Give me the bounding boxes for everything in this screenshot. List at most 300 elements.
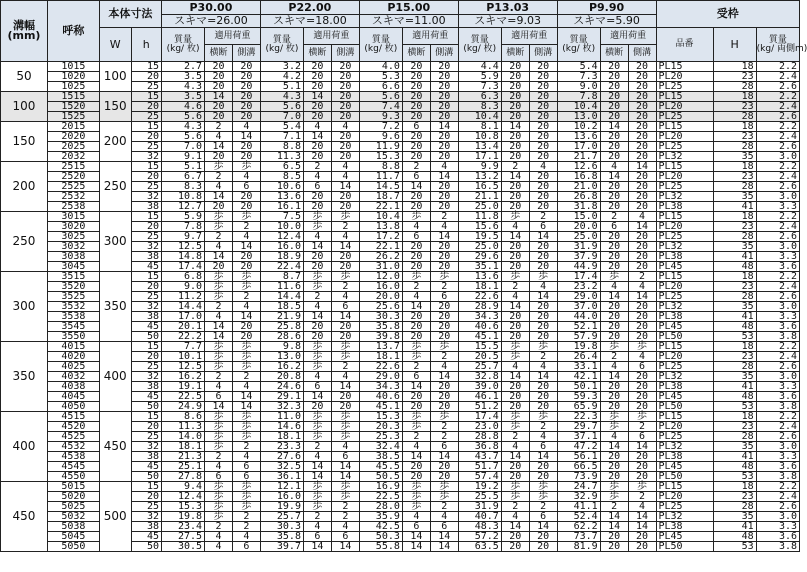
h-cell: 38 — [131, 522, 161, 532]
load-side-cell: 20 — [232, 102, 260, 112]
load-side-cell: 4 — [529, 362, 557, 372]
load-lateral-cell: 20 — [501, 92, 529, 102]
load-side-cell: 2 — [232, 372, 260, 382]
load-side-cell: 20 — [430, 322, 458, 332]
load-side-cell: 4 — [430, 162, 458, 172]
load-lateral-cell: 4 — [600, 162, 628, 172]
h-cell: 25 — [131, 502, 161, 512]
mass-cell: 13.4 — [458, 142, 501, 152]
load-side-cell: 20 — [430, 102, 458, 112]
mass-cell: 5.4 — [260, 122, 303, 132]
load-side-cell: 14 — [628, 512, 656, 522]
load-side-cell: 2 — [331, 512, 359, 522]
load-side-cell: 20 — [232, 82, 260, 92]
mass-cell: 8.3 — [458, 102, 501, 112]
load-lateral-cell: 14 — [600, 512, 628, 522]
h-cell: 15 — [131, 162, 161, 172]
receiver-H-cell: 28 — [713, 232, 756, 242]
mass-cell: 57.2 — [458, 532, 501, 542]
load-side-cell: 20 — [430, 202, 458, 212]
load-side-cell: 歩 — [529, 342, 557, 352]
mass-cell: 50.1 — [557, 382, 600, 392]
load-side-cell: 20 — [529, 542, 557, 552]
load-lateral-cell: 4 — [303, 172, 331, 182]
load-lateral-cell: 14 — [303, 312, 331, 322]
name-code-cell: 5015 — [47, 482, 99, 492]
load-lateral-cell: 20 — [600, 392, 628, 402]
mass-cell: 35.9 — [359, 512, 402, 522]
header-gap-2: スキマ=18.00 — [260, 15, 359, 28]
mass-cell: 47.2 — [557, 442, 600, 452]
receiver-H-cell: 23 — [713, 352, 756, 362]
mass-cell: 28.8 — [458, 432, 501, 442]
part-number-cell: PL15 — [656, 212, 713, 222]
load-side-cell: 20 — [331, 332, 359, 342]
mass-cell: 21.9 — [260, 312, 303, 322]
load-lateral-cell: 20 — [205, 102, 233, 112]
load-lateral-cell: 歩 — [402, 352, 430, 362]
name-code-cell: 5050 — [47, 542, 99, 552]
load-lateral-cell: 歩 — [205, 422, 233, 432]
mass-cell: 25.0 — [458, 202, 501, 212]
load-lateral-cell: 14 — [303, 462, 331, 472]
name-code-cell: 4050 — [47, 402, 99, 412]
load-side-cell: 20 — [331, 152, 359, 162]
load-side-cell: 4 — [232, 382, 260, 392]
groove-width-cell: 150 — [1, 122, 48, 162]
groove-width-cell: 50 — [1, 62, 48, 92]
mass-cell: 10.1 — [161, 352, 204, 362]
load-lateral-cell: 2 — [205, 122, 233, 132]
load-lateral-cell: 20 — [501, 82, 529, 92]
mass-cell: 8.8 — [260, 142, 303, 152]
load-lateral-cell: 20 — [501, 382, 529, 392]
mass-cell: 38.5 — [359, 452, 402, 462]
header-lateral-3: 横断 — [402, 45, 430, 62]
load-side-cell: 20 — [430, 72, 458, 82]
mass-cell: 9.0 — [161, 282, 204, 292]
part-number-cell: PL38 — [656, 522, 713, 532]
load-side-cell: 20 — [628, 532, 656, 542]
load-lateral-cell: 2 — [303, 512, 331, 522]
load-side-cell: 14 — [331, 462, 359, 472]
receiver-mass-cell: 3.6 — [756, 462, 799, 472]
mass-cell: 7.8 — [557, 92, 600, 102]
load-side-cell: 歩 — [232, 212, 260, 222]
load-lateral-cell: 2 — [402, 362, 430, 372]
part-number-cell: PL32 — [656, 302, 713, 312]
mass-cell: 20.0 — [359, 292, 402, 302]
load-lateral-cell: 20 — [205, 112, 233, 122]
header-lateral-1: 横断 — [205, 45, 233, 62]
mass-cell: 2.7 — [161, 62, 204, 72]
name-code-cell: 1525 — [47, 112, 99, 122]
load-side-cell: 20 — [430, 92, 458, 102]
header-gap-4: スキマ=9.03 — [458, 15, 557, 28]
part-number-cell: PL25 — [656, 82, 713, 92]
load-lateral-cell: 20 — [402, 62, 430, 72]
load-lateral-cell: 14 — [501, 302, 529, 312]
mass-cell: 25.0 — [458, 242, 501, 252]
receiver-mass-cell: 2.4 — [756, 72, 799, 82]
load-side-cell: 2 — [529, 212, 557, 222]
load-lateral-cell: 歩 — [402, 502, 430, 512]
name-code-cell: 5025 — [47, 502, 99, 512]
load-lateral-cell: 20 — [600, 452, 628, 462]
load-side-cell: 20 — [529, 82, 557, 92]
mass-cell: 5.6 — [161, 132, 204, 142]
load-side-cell: 20 — [430, 312, 458, 322]
h-cell: 50 — [131, 332, 161, 342]
load-lateral-cell: 14 — [303, 392, 331, 402]
header-lateral-2: 横断 — [303, 45, 331, 62]
load-lateral-cell: 14 — [303, 542, 331, 552]
mass-cell: 57.4 — [458, 472, 501, 482]
table-row — [1, 482, 800, 492]
load-lateral-cell: 14 — [402, 542, 430, 552]
load-lateral-cell: 歩 — [501, 422, 529, 432]
name-code-cell: 3525 — [47, 292, 99, 302]
mass-cell: 13.0 — [260, 352, 303, 362]
part-number-cell: PL38 — [656, 452, 713, 462]
receiver-H-cell: 28 — [713, 362, 756, 372]
load-lateral-cell: 6 — [402, 172, 430, 182]
load-side-cell: 歩 — [232, 162, 260, 172]
mass-cell: 3.5 — [161, 92, 204, 102]
load-side-cell: 20 — [529, 132, 557, 142]
load-side-cell: 歩 — [529, 492, 557, 502]
name-code-cell: 4038 — [47, 382, 99, 392]
load-lateral-cell: 20 — [303, 202, 331, 212]
part-number-cell: PL20 — [656, 72, 713, 82]
mass-cell: 37.1 — [557, 432, 600, 442]
mass-cell: 11.9 — [359, 142, 402, 152]
load-side-cell: 14 — [529, 372, 557, 382]
load-side-cell: 歩 — [430, 482, 458, 492]
load-lateral-cell: 14 — [600, 522, 628, 532]
load-lateral-cell: 20 — [402, 132, 430, 142]
load-side-cell: 2 — [232, 522, 260, 532]
part-number-cell: PL50 — [656, 542, 713, 552]
load-side-cell: 20 — [331, 322, 359, 332]
mass-cell: 34.3 — [359, 382, 402, 392]
load-lateral-cell: 20 — [402, 312, 430, 322]
load-lateral-cell: 20 — [303, 102, 331, 112]
load-side-cell: 2 — [430, 432, 458, 442]
load-lateral-cell: 4 — [501, 222, 529, 232]
mass-cell: 9.3 — [359, 112, 402, 122]
load-side-cell: 20 — [529, 152, 557, 162]
load-side-cell: 歩 — [529, 412, 557, 422]
receiver-mass-cell: 2.6 — [756, 502, 799, 512]
receiver-H-cell: 23 — [713, 132, 756, 142]
load-side-cell: 20 — [628, 382, 656, 392]
mass-cell: 23.3 — [260, 442, 303, 452]
load-lateral-cell: 歩 — [303, 432, 331, 442]
header-pitch-2: P22.00 — [260, 1, 359, 15]
mass-cell: 21.7 — [557, 152, 600, 162]
part-number-cell: PL38 — [656, 312, 713, 322]
load-lateral-cell: 20 — [501, 142, 529, 152]
receiver-mass-cell: 3.6 — [756, 322, 799, 332]
h-cell: 38 — [131, 452, 161, 462]
mass-cell: 29.7 — [557, 422, 600, 432]
mass-cell: 13.6 — [458, 272, 501, 282]
load-lateral-cell: 4 — [303, 452, 331, 462]
load-lateral-cell: 歩 — [501, 342, 529, 352]
load-side-cell: 歩 — [232, 432, 260, 442]
name-code-cell: 1015 — [47, 62, 99, 72]
mass-cell: 29.0 — [359, 372, 402, 382]
h-cell: 38 — [131, 312, 161, 322]
mass-cell: 16.1 — [260, 202, 303, 212]
receiver-H-cell: 23 — [713, 282, 756, 292]
table-row — [1, 92, 800, 102]
load-side-cell: 歩 — [331, 482, 359, 492]
mass-cell: 16.2 — [161, 372, 204, 382]
table-row — [1, 212, 800, 222]
header-part: 品番 — [656, 28, 713, 62]
load-lateral-cell: 20 — [600, 402, 628, 412]
part-number-cell: PL15 — [656, 62, 713, 72]
load-side-cell: 2 — [430, 422, 458, 432]
part-number-cell: PL32 — [656, 372, 713, 382]
mass-cell: 8.6 — [161, 412, 204, 422]
load-lateral-cell: 2 — [501, 432, 529, 442]
mass-cell: 5.6 — [359, 92, 402, 102]
mass-cell: 13.6 — [557, 132, 600, 142]
load-side-cell: 20 — [628, 452, 656, 462]
header-groove-width: 溝幅 (mm) — [1, 1, 48, 62]
table-header — [1, 0, 807, 62]
h-cell: 25 — [131, 362, 161, 372]
mass-cell: 4.6 — [161, 102, 204, 112]
load-lateral-cell: 20 — [600, 152, 628, 162]
load-side-cell: 20 — [331, 192, 359, 202]
load-side-cell: 20 — [628, 242, 656, 252]
receiver-mass-cell: 2.4 — [756, 222, 799, 232]
receiver-mass-cell: 3.0 — [756, 242, 799, 252]
receiver-mass-cell: 2.2 — [756, 92, 799, 102]
load-side-cell: 20 — [628, 322, 656, 332]
load-side-cell: 歩 — [628, 482, 656, 492]
load-side-cell: 20 — [628, 192, 656, 202]
part-number-cell: PL25 — [656, 182, 713, 192]
load-side-cell: 2 — [232, 512, 260, 522]
load-lateral-cell: 20 — [600, 532, 628, 542]
h-cell: 20 — [131, 422, 161, 432]
load-lateral-cell: 6 — [303, 532, 331, 542]
mass-cell: 7.2 — [359, 122, 402, 132]
load-side-cell: 20 — [232, 202, 260, 212]
load-lateral-cell: 20 — [600, 142, 628, 152]
name-code-cell: 5045 — [47, 532, 99, 542]
mass-cell: 3.2 — [260, 62, 303, 72]
load-lateral-cell: 歩 — [402, 492, 430, 502]
mass-cell: 18.1 — [458, 282, 501, 292]
mass-cell: 73.7 — [557, 532, 600, 542]
load-lateral-cell: 2 — [303, 162, 331, 172]
name-code-cell: 4532 — [47, 442, 99, 452]
receiver-mass-cell: 2.6 — [756, 232, 799, 242]
h-cell: 25 — [131, 82, 161, 92]
load-side-cell: 14 — [430, 372, 458, 382]
load-lateral-cell: 20 — [402, 112, 430, 122]
load-lateral-cell: 20 — [303, 192, 331, 202]
load-lateral-cell: 歩 — [205, 412, 233, 422]
load-lateral-cell: 20 — [501, 472, 529, 482]
load-side-cell: 歩 — [331, 272, 359, 282]
load-side-cell: 20 — [628, 472, 656, 482]
mass-cell: 25.6 — [359, 302, 402, 312]
receiver-mass-cell: 2.2 — [756, 342, 799, 352]
mass-cell: 32.9 — [557, 492, 600, 502]
load-lateral-cell: 歩 — [303, 282, 331, 292]
mass-cell: 15.6 — [458, 222, 501, 232]
load-side-cell: 2 — [430, 282, 458, 292]
load-side-cell: 20 — [628, 152, 656, 162]
load-side-cell: 2 — [529, 502, 557, 512]
receiver-mass-cell: 3.3 — [756, 452, 799, 462]
mass-cell: 18.5 — [260, 302, 303, 312]
mass-cell: 16.5 — [458, 182, 501, 192]
mass-cell: 18.9 — [260, 252, 303, 262]
receiver-mass-cell: 2.4 — [756, 172, 799, 182]
mass-cell: 22.5 — [161, 392, 204, 402]
load-lateral-cell: 6 — [402, 232, 430, 242]
groove-width-cell: 350 — [1, 342, 48, 412]
load-lateral-cell: 歩 — [600, 492, 628, 502]
load-lateral-cell: 歩 — [303, 362, 331, 372]
mass-cell: 12.5 — [161, 242, 204, 252]
mass-cell: 62.2 — [557, 522, 600, 532]
load-lateral-cell: 2 — [600, 212, 628, 222]
part-number-cell: PL15 — [656, 122, 713, 132]
mass-cell: 30.3 — [260, 522, 303, 532]
receiver-H-cell: 48 — [713, 262, 756, 272]
load-side-cell: 20 — [628, 462, 656, 472]
load-side-cell: 20 — [430, 302, 458, 312]
receiver-mass-cell: 2.4 — [756, 282, 799, 292]
h-cell: 20 — [131, 132, 161, 142]
body-width-cell: 100 — [99, 62, 131, 92]
load-side-cell: 20 — [430, 332, 458, 342]
h-cell: 32 — [131, 372, 161, 382]
load-lateral-cell: 2 — [205, 172, 233, 182]
groove-width-cell: 300 — [1, 272, 48, 342]
name-code-cell: 1520 — [47, 102, 99, 112]
mass-cell: 4.3 — [161, 122, 204, 132]
load-lateral-cell: 20 — [600, 332, 628, 342]
load-side-cell: 6 — [529, 512, 557, 522]
receiver-H-cell: 28 — [713, 432, 756, 442]
load-lateral-cell: 20 — [303, 142, 331, 152]
mass-cell: 7.4 — [359, 102, 402, 112]
mass-cell: 14.8 — [161, 252, 204, 262]
receiver-mass-cell: 3.3 — [756, 522, 799, 532]
name-code-cell: 4515 — [47, 412, 99, 422]
load-lateral-cell: 14 — [600, 442, 628, 452]
mass-cell: 13.7 — [359, 342, 402, 352]
load-side-cell: 20 — [232, 92, 260, 102]
load-lateral-cell: 歩 — [303, 492, 331, 502]
mass-cell: 36.8 — [458, 442, 501, 452]
load-side-cell: 20 — [628, 202, 656, 212]
load-lateral-cell: 4 — [402, 222, 430, 232]
load-lateral-cell: 歩 — [600, 342, 628, 352]
header-pitch-4: P13.03 — [458, 1, 557, 15]
receiver-H-cell: 48 — [713, 462, 756, 472]
load-side-cell: 20 — [529, 62, 557, 72]
load-lateral-cell: 歩 — [205, 432, 233, 442]
mass-cell: 32.4 — [359, 442, 402, 452]
receiver-mass-cell: 2.6 — [756, 292, 799, 302]
name-code-cell: 2015 — [47, 122, 99, 132]
receiver-H-cell: 53 — [713, 402, 756, 412]
receiver-H-cell: 18 — [713, 162, 756, 172]
load-lateral-cell: 歩 — [205, 482, 233, 492]
mass-cell: 11.6 — [260, 282, 303, 292]
load-lateral-cell: 20 — [303, 62, 331, 72]
load-lateral-cell: 20 — [501, 62, 529, 72]
mass-cell: 23.4 — [161, 522, 204, 532]
load-side-cell: 14 — [529, 292, 557, 302]
receiver-H-cell: 18 — [713, 482, 756, 492]
load-lateral-cell: 14 — [205, 332, 233, 342]
load-lateral-cell: 20 — [303, 152, 331, 162]
load-lateral-cell: 20 — [600, 252, 628, 262]
h-cell: 32 — [131, 512, 161, 522]
load-lateral-cell: 14 — [501, 232, 529, 242]
mass-cell: 21.0 — [557, 182, 600, 192]
load-side-cell: 20 — [628, 312, 656, 322]
load-side-cell: 6 — [628, 432, 656, 442]
load-lateral-cell: 20 — [303, 262, 331, 272]
load-side-cell: 14 — [430, 542, 458, 552]
header-pitch-1: P30.00 — [161, 1, 260, 15]
mass-cell: 15.5 — [458, 342, 501, 352]
load-lateral-cell: 20 — [501, 542, 529, 552]
load-side-cell: 4 — [331, 292, 359, 302]
header-mass-4 — [458, 28, 501, 62]
table-row — [1, 122, 800, 132]
mass-cell: 42.1 — [557, 372, 600, 382]
load-side-cell: 20 — [628, 182, 656, 192]
mass-cell: 12.6 — [557, 162, 600, 172]
receiver-mass-cell: 3.0 — [756, 442, 799, 452]
name-code-cell: 3520 — [47, 282, 99, 292]
load-side-cell: 20 — [628, 172, 656, 182]
mass-cell: 10.4 — [359, 212, 402, 222]
load-lateral-cell: 歩 — [205, 282, 233, 292]
load-lateral-cell: 20 — [600, 112, 628, 122]
name-code-cell: 5038 — [47, 522, 99, 532]
load-side-cell: 20 — [529, 242, 557, 252]
load-side-cell: 2 — [331, 362, 359, 372]
load-side-cell: 20 — [232, 252, 260, 262]
load-lateral-cell: 歩 — [402, 272, 430, 282]
name-code-cell: 5020 — [47, 492, 99, 502]
name-code-cell: 3538 — [47, 312, 99, 322]
header-gap-1: スキマ=26.00 — [161, 15, 260, 28]
load-lateral-cell: 20 — [600, 72, 628, 82]
mass-cell: 32.3 — [260, 402, 303, 412]
mass-cell: 24.9 — [161, 402, 204, 412]
mass-cell: 43.7 — [458, 452, 501, 462]
mass-cell: 7.5 — [260, 212, 303, 222]
mass-cell: 10.4 — [458, 112, 501, 122]
part-number-cell: PL15 — [656, 412, 713, 422]
